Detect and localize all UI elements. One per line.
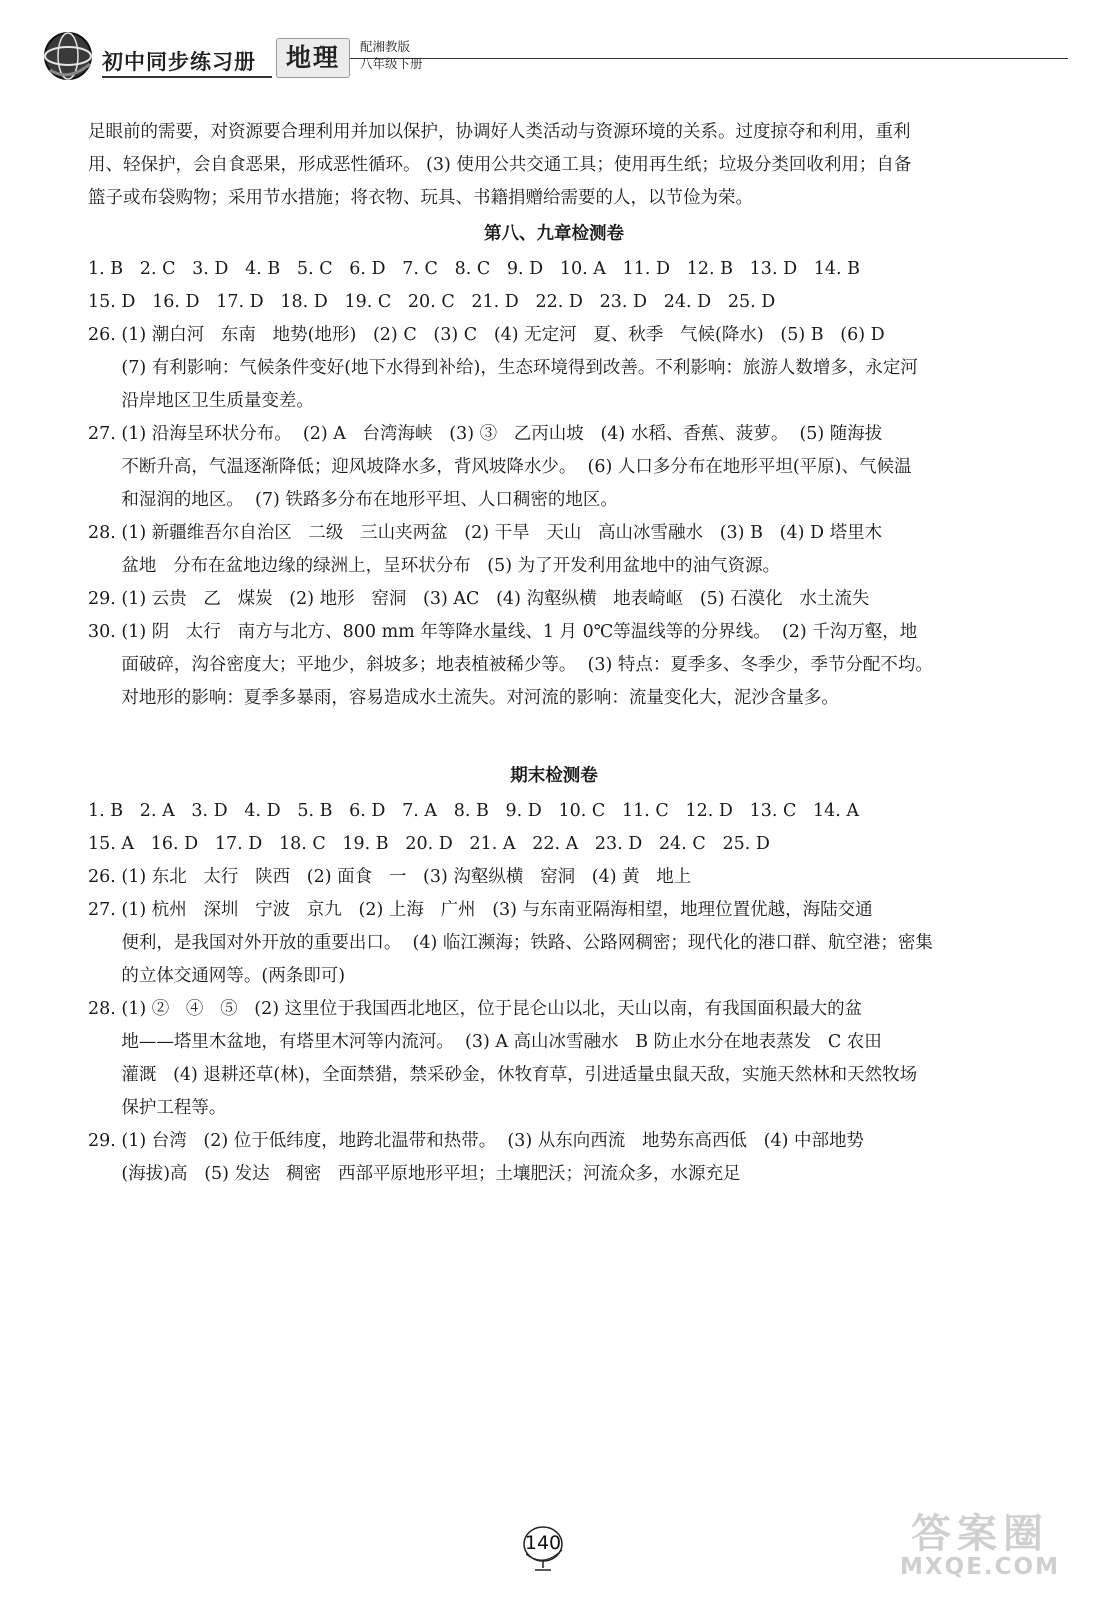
text-line: 27. (1) 沿海呈环状分布。 (2) A 台湾海峡 (3) ③ 乙丙山坡 (4) 水稻、香蕉、菠萝。 (5) 随海拔	[88, 424, 883, 444]
text-line: 不断升高，气温逐渐降低；迎风坡降水多，背风坡降水少。 (6) 人口多分布在地形平坦(平原)、气候温	[88, 457, 912, 477]
subject-badge: 地理	[276, 38, 350, 78]
edition-label	[360, 38, 423, 72]
text-line: 26. (1) 潮白河 东南 地势(地形) (2) C (3) C (4) 无定河 夏、秋季 气候(降水) (5) B (6) D	[88, 325, 885, 345]
text-line: 面破碎，沟谷密度大；平地少，斜坡多；地表植被稀少等。 (3) 特点：夏季多、冬季少，季节分配不均。	[88, 655, 933, 675]
section-title: 期末检测卷	[510, 766, 598, 786]
text-line: 用、轻保护，会自食恶果，形成恶性循环。 (3) 使用公共交通工具；使用再生纸；垃圾分类回收利用；自备	[88, 155, 912, 175]
watermark-domain: MXQE.COM	[900, 1554, 1060, 1580]
page-number	[518, 1524, 568, 1574]
continuation-block	[88, 116, 1020, 215]
section-title: 第八、九章检测卷	[484, 224, 624, 244]
section-chapter-8-9	[88, 215, 1020, 715]
text-line: (7) 有利影响：气候条件变好(地下水得到补给)，生态环境得到改善。不利影响：旅游人数增多，永定河	[88, 358, 918, 378]
globe-logo-icon	[42, 30, 94, 82]
answer-content	[88, 116, 1020, 1191]
text-line: 的立体交通网等。(两条即可)	[88, 966, 346, 986]
text-line: 29. (1) 台湾 (2) 位于低纬度，地跨北温带和热带。 (3) 从东向西流 地势东高西低 (4) 中部地势	[88, 1131, 864, 1151]
section-final-exam	[88, 757, 1020, 1191]
header-divider	[102, 76, 272, 78]
edition-publisher: 配湘教版	[360, 39, 411, 54]
page-header	[0, 0, 1098, 90]
text-line: 29. (1) 云贵 乙 煤炭 (2) 地形 窑洞 (3) AC (4) 沟壑纵横 地表崎岖 (5) 石漠化 水土流失	[88, 589, 870, 609]
text-line: 28. (1) ② ④ ⑤ (2) 这里位于我国西北地区，位于昆仑山以北，天山以南，有我国面积最大的盆	[88, 999, 863, 1019]
text-line: (海拔)高 (5) 发达 稠密 西部平原地形平坦；土壤肥沃；河流众多，水源充足	[88, 1164, 741, 1184]
text-line: 27. (1) 杭州 深圳 宁波 京九 (2) 上海 广州 (3) 与东南亚隔海相望，地理位置优越，海陆交通	[88, 900, 873, 920]
text-line: 保护工程等。	[88, 1098, 227, 1118]
section-gap	[88, 715, 1020, 757]
text-line: 26. (1) 东北 太行 陕西 (2) 面食 一 (3) 沟壑纵横 窑洞 (4) 黄 地上	[88, 867, 692, 887]
series-title: 初中同步练习册	[102, 50, 256, 74]
text-line: 15. D 16. D 17. D 18. D 19. C 20. C 21. D 22. D 23. D 24. D 25. D	[88, 292, 776, 312]
text-line: 便利，是我国对外开放的重要出口。 (4) 临江濒海；铁路、公路网稠密；现代化的港口群、航空港；密集	[88, 933, 933, 953]
text-line: 15. A 16. D 17. D 18. C 19. B 20. D 21. A 22. A 23. D 24. C 25. D	[88, 834, 770, 854]
text-line: 1. B 2. A 3. D 4. D 5. B 6. D 7. A 8. B 9. D 10. C 11. C 12. D 13. C 14. A	[88, 801, 860, 821]
page-number-text: 140	[524, 1532, 562, 1554]
watermark-logo-text: 答案圈	[911, 1511, 1049, 1557]
site-watermark	[885, 1502, 1075, 1592]
text-line: 篮子或布袋购物；采用节水措施；将衣物、玩具、书籍捐赠给需要的人，以节俭为荣。	[88, 188, 753, 208]
edition-grade: 八年级下册	[360, 56, 423, 71]
text-line: 盆地 分布在盆地边缘的绿洲上，呈环状分布 (5) 为了开发利用盆地中的油气资源。	[88, 556, 781, 576]
text-line: 30. (1) 阴 太行 南方与北方、800 mm 年等降水量线、1 月 0℃等温线等的分界线。 (2) 千沟万壑，地	[88, 622, 918, 642]
text-line: 灌溉 (4) 退耕还草(林)，全面禁猎，禁采砂金，休牧育草，引进适量虫鼠天敌，实施天然林和天然牧场	[88, 1065, 918, 1085]
text-line: 对地形的影响：夏季多暴雨，容易造成水土流失。对河流的影响：流量变化大，泥沙含量多。	[88, 688, 839, 708]
text-line: 1. B 2. C 3. D 4. B 5. C 6. D 7. C 8. C 9. D 10. A 11. D 12. B 13. D 14. B	[88, 259, 861, 279]
text-line: 沿岸地区卫生质量变差。	[88, 391, 314, 411]
text-line: 地——塔里木盆地，有塔里木河等内流河。 (3) A 高山冰雪融水 B 防止水分在地表蒸发 C 农田	[88, 1032, 882, 1052]
text-line: 和湿润的地区。 (7) 铁路多分布在地形平坦、人口稠密的地区。	[88, 490, 618, 510]
text-line: 足眼前的需要，对资源要合理利用并加以保护，协调好人类活动与资源环境的关系。过度掠夺和利用，重利	[88, 122, 911, 142]
text-line: 28. (1) 新疆维吾尔自治区 二级 三山夹两盆 (2) 干旱 天山 高山冰雪融水 (3) B (4) D 塔里木	[88, 523, 883, 543]
